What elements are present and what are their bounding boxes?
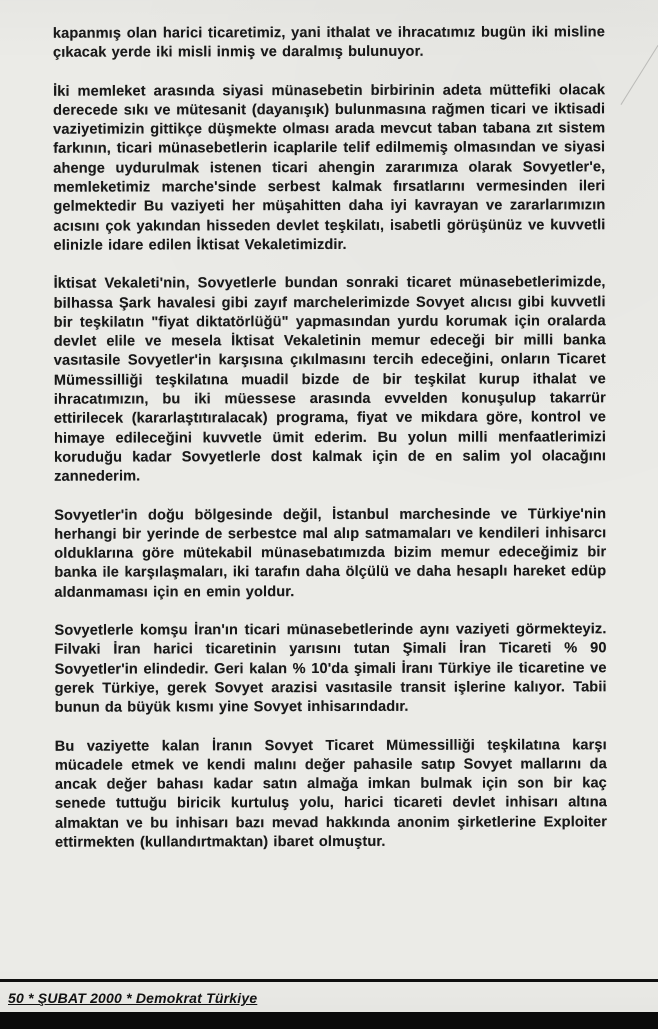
paragraph: Sovyetlerle komşu İran'ın ticari münasebetlerinde aynı vaziyeti görmekteyiz. Filvaki İran harici ticaretinin yarısını tutan Şimali İran Ticareti % 90 Sovyetler'in elindedir. Geri kalan % 10'da şimali İranı Türkiye ile ticaretine ve gerek Türkiye, gerek Sovyet arazisi vasıtasile transit işlerine kalıyor. Tabii bunun da büyük kısmı yine Sovyet inhisarındadır. bbox=[54, 621, 607, 716]
bottom-black-bar bbox=[0, 1012, 658, 1029]
paragraph: Sovyetler'in doğu bölgesinde değil, İstanbul marchesinde ve Türkiye'nin herhangi bir yerinde de serbestce mal alıp satmamaları ve kendileri inhisarcı olduklarına göre mütekabil münasebatımızda bizim memur edeceğimiz bir banka ile karşılaşmaları, iki tarafın daha ölçülü ve daha hesaplı hareket edüp aldanmaması için en emin yoldur. bbox=[54, 505, 607, 601]
document-body bbox=[53, 23, 607, 872]
paragraph: Bu vaziyette kalan İranın Sovyet Ticaret Mümessilliği teşkilatına karşı mücadele etmek ve kendi malını değer pahasile satıp Sovyet mallarını da ancak değer bahası kadar satın almağa imkan bulmak için son bir kaç senede tuttuğu biricik kurtuluş yolu, harici ticareti devlet inhisarı altına almaktan ve bu inhisarı bazı mevad hakkında anonim şirketlerine Exploiter ettirmekten (kullandırtmaktan) ibaret olmuştur. bbox=[54, 736, 608, 851]
paragraph: kapanmış olan harici ticaretimiz, yani ithalat ve ihracatımız bugün iki misline çıkacak yerde iki misli inmiş ve daralmış bulunuyor. bbox=[52, 24, 605, 62]
page-footer bbox=[0, 979, 658, 1029]
scan-crease-artifact bbox=[621, 45, 658, 105]
paragraph: İktisat Vekaleti'nin, Sovyetlerle bundan sonraki ticaret münasebetlerimizde, bilhassa Şark havalesi gibi zayıf marchelerimizde Sovyet alıcısı gibi kuvvetli bir teşkilatın "fiyat diktatörlüğü" yapmasından yurdu korumak için oralarda devlet elile ve mesela İktisat Vekaletinin memur edeceği bir milli banka vasıtasile Sovyetler'in karşısına çıkılmasını tercih edeceğini, onların Ticaret Mümessilliği teşkilatına muadil bizde de bir teşkilat kurup ithalat ve ihracatımızın, bu iki müessese arasında evvelden konuşulup takarrür ettirilecek (kararlaştıtıralacak) programa, fiyat ve mikdara göre, kontrol ve himaye edileceğini kuvvetle ümit ederim. Bu yolun milli menfaatlerimizi koruduğu kadar Sovyetlerle dost kalmak için de en salim yol olacağını zannederim. bbox=[53, 274, 607, 485]
footer-rule bbox=[0, 979, 658, 982]
paragraph: İki memleket arasında siyasi münasebetin birbirinin adeta müttefiki olacak derecede sıkı ve mütesanit (dayanışık) bulunmasına rağmen ticari ve iktisadi vaziyetimizin gittikçe düşmekte olması arada mevcut taban tabana zıt sistem farkının, ticari münasebetlerin icaplarile telif edilmemiş olmasından ve siyasi ahenge uydurulmak istenen ticari ahengin zararımıza olarak Sovyetler'e, memleketimiz marche'sinde serbest kalmak fırsatlarını vermesinden ileri gelmektedir Bu vaziyeti her müşahitten daha iyi kavrayan ve zararlarımızın acısını çok yakından hisseden devlet teşkilatı, isabetli görüşünüz ve kuvvetli elinizle idare edilen İktisat Vekaletimizdir. bbox=[53, 81, 606, 254]
footer-text: 50 * ŞUBAT 2000 * Demokrat Türkiye bbox=[8, 990, 258, 1006]
